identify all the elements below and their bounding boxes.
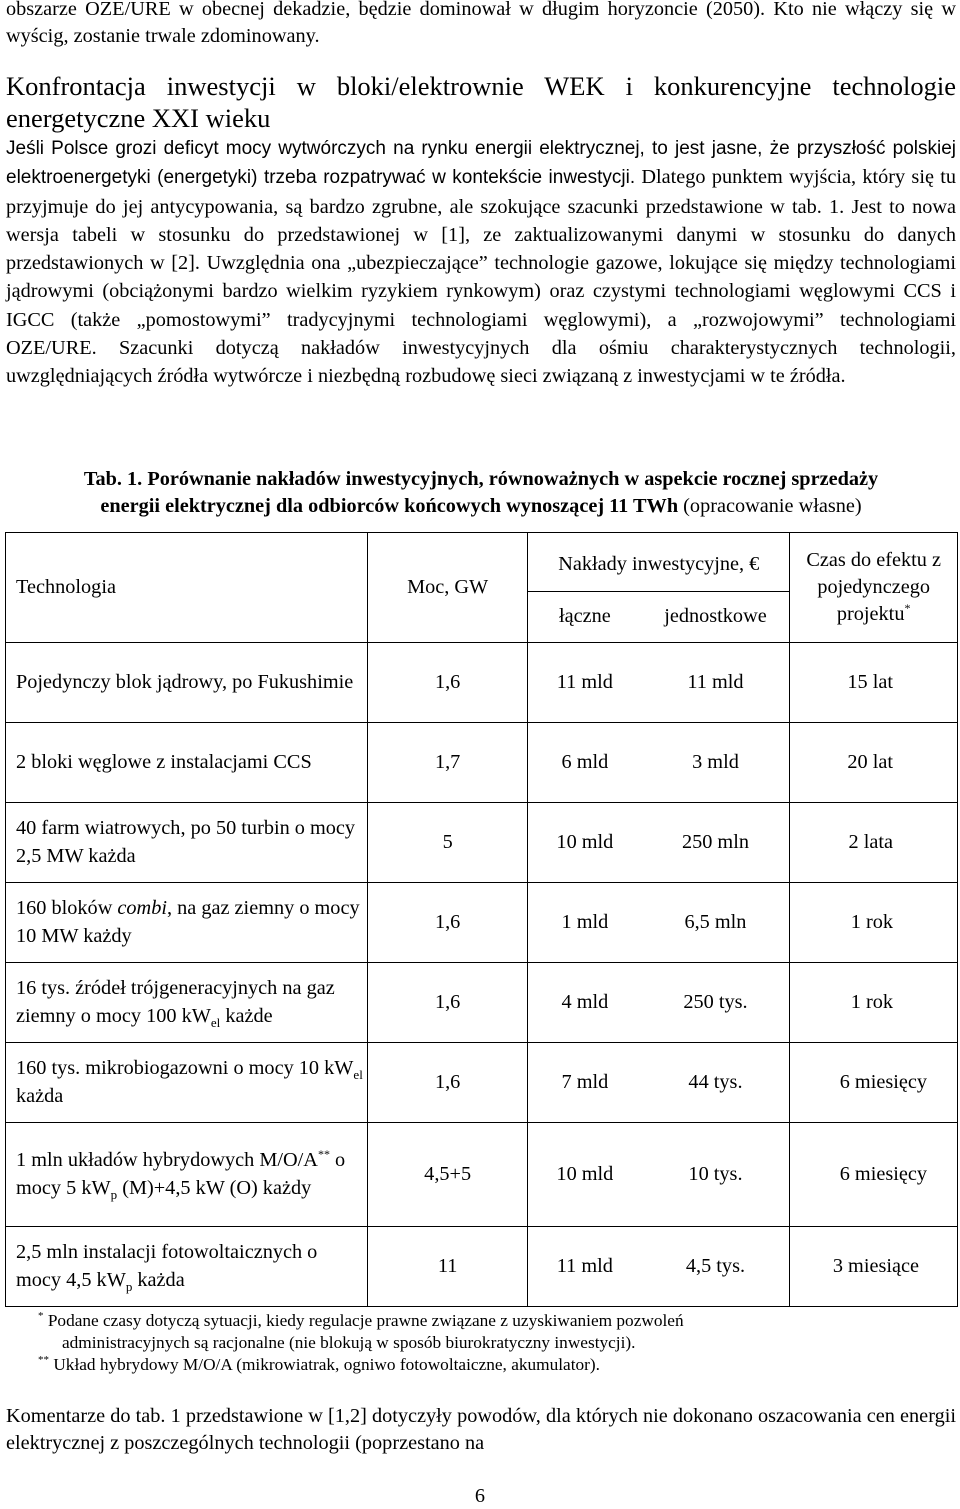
table-row bbox=[6, 803, 958, 883]
row-tech: 160 tys. mikrobiogazowni o mocy 10 $kW_{el}$ każda bbox=[6, 1043, 368, 1123]
row-tech: 16 tys. źródeł trójgeneracyjnych na gaz ziemny o mocy 100 $kW_{el}$ każde bbox=[6, 963, 368, 1043]
row-tech: 2,5 mln instalacji fotowoltaicznych o mocy 4,5 $kW_p$ każda bbox=[6, 1227, 368, 1307]
row-laczne: 10 mld bbox=[528, 1123, 642, 1227]
row-czas: 2 lata bbox=[790, 803, 958, 883]
row-czas: 20 lat bbox=[790, 723, 958, 803]
row-czas: 15 lat bbox=[790, 643, 958, 723]
row-moc: 1,6 bbox=[368, 643, 528, 723]
row-laczne: 7 mld bbox=[528, 1043, 642, 1123]
row-moc: 1,7 bbox=[368, 723, 528, 803]
section-paragraph-rest: Dlatego punktem wyjścia, który się tu przyjmuje do jej antycypowania, są bardzo zgrubne, ale szokujące szacunki przedstawione w tab. 1. Jest to nowa wersja tabeli w stosunku do przedstawionej w [1], ze zaktualizowanymi danymi w stosunku do danych przedstawionych w [2]. Uwzględnia ona „ubezpieczające” technologie gazowe, lokujące się między technologiami jądrowymi (obciążonymi bardzo wielkim ryzykiem rynkowym) oraz czystymi technologiami węglowymi CCS i IGCC (także „pomostowymi” tradycyjnymi technologiami węglowymi), a „rozwojowymi” technologiami OZE/URE. Szacunki dotyczą nakładów inwestycyjnych dla ośmiu charakterystycznych technologii, uwzględniających źródła wytwórcze i niezbędną rozbudowę sieci związaną z inwestycjami w te źródła. bbox=[6, 166, 956, 388]
footnote-1: * Podane czasy dotyczą sytuacji, kiedy regulacje prawne związane z uzyskiwaniem pozwoleń bbox=[38, 1310, 684, 1330]
closing-paragraph: Komentarze do tab. 1 przedstawione w [1,2] dotyczyły powodów, dla których nie dokonano oszacowania cen energii elektrycznej z poszczególnych technologii (poprzestano na bbox=[6, 1405, 956, 1455]
header-czas-label: Czas do efektu z pojedynczego projektu bbox=[806, 549, 941, 625]
row-jednostkowe: 3 mld bbox=[642, 723, 790, 803]
table-caption bbox=[6, 466, 956, 519]
row-moc: 1,6 bbox=[368, 1043, 528, 1123]
row-moc: 11 bbox=[368, 1227, 528, 1307]
header-technologia: Technologia bbox=[6, 533, 368, 643]
header-jednostkowe: jednostkowe bbox=[642, 592, 790, 643]
table-caption-title-1: Tab. 1. Porównanie nakładów inwestycyjnych, równoważnych w aspekcie rocznej sprzedaży bbox=[83, 468, 879, 490]
table-footnotes bbox=[38, 1310, 938, 1376]
footnote-1-mark: * bbox=[38, 1310, 44, 1323]
row-moc: 5 bbox=[368, 803, 528, 883]
table-header-row bbox=[6, 533, 958, 592]
row-laczne: 10 mld bbox=[528, 803, 642, 883]
table-row bbox=[6, 1123, 958, 1227]
footnote-2: ** Układ hybrydowy M/O/A (mikrowiatrak, ogniwo fotowoltaiczne, akumulator). bbox=[38, 1354, 600, 1374]
table-row bbox=[6, 883, 958, 963]
header-naklady: Nakłady inwestycyjne, € bbox=[528, 533, 790, 592]
row-jednostkowe: 250 tys. bbox=[642, 963, 790, 1043]
table-row bbox=[6, 643, 958, 723]
section-heading: Konfrontacja inwestycji w bloki/elektrownie WEK i konkurencyjne technologie energetyczne XXI wieku bbox=[6, 71, 956, 133]
row-jednostkowe: 250 mln bbox=[642, 803, 790, 883]
row-czas: 3 miesiące bbox=[790, 1227, 958, 1307]
header-czas-mark: * bbox=[904, 601, 911, 616]
table-caption-note: (opracowanie własne) bbox=[678, 494, 862, 517]
row-czas: 1 rok bbox=[790, 963, 958, 1043]
footnote-2-mark: ** bbox=[38, 1354, 49, 1367]
row-moc: 1,6 bbox=[368, 883, 528, 963]
row-czas: 6 miesięcy bbox=[790, 1043, 958, 1123]
header-laczne: łączne bbox=[528, 592, 642, 643]
row-laczne: 11 mld bbox=[528, 643, 642, 723]
row-laczne: 6 mld bbox=[528, 723, 642, 803]
section-paragraph bbox=[6, 134, 956, 391]
row-laczne: 4 mld bbox=[528, 963, 642, 1043]
row-laczne: 11 mld bbox=[528, 1227, 642, 1307]
row-jednostkowe: 6,5 mln bbox=[642, 883, 790, 963]
row-czas: 6 miesięcy bbox=[790, 1123, 958, 1227]
table-row bbox=[6, 1227, 958, 1307]
row-tech: 40 farm wiatrowych, po 50 turbin o mocy 2,5 MW każda bbox=[6, 803, 368, 883]
footnote-1-continued: administracyjnych są racjonalne (nie blokują w sposób biurokratyczny inwestycji). bbox=[62, 1333, 636, 1352]
row-jednostkowe: 4,5 tys. bbox=[642, 1227, 790, 1307]
investment-table bbox=[5, 532, 958, 1307]
row-jednostkowe: 10 tys. bbox=[642, 1123, 790, 1227]
row-tech: 2 bloki węglowe z instalacjami CCS bbox=[6, 723, 368, 803]
table-row bbox=[6, 1043, 958, 1123]
row-laczne: 1 mld bbox=[528, 883, 642, 963]
row-tech: 160 bloków combi, na gaz ziemny o mocy 10 MW każdy bbox=[6, 883, 368, 963]
section-paragraph-line1: Jeśli Polsce grozi deficyt mocy wytwórczych na rynku energii elektrycznej, to jest jasne, że przyszłość polskiej elektroenergetyki (energetyki) trzeba rozpatrywać w kontekście inwestycji. bbox=[6, 138, 956, 189]
row-jednostkowe: 11 mld bbox=[642, 643, 790, 723]
row-jednostkowe: 44 tys. bbox=[642, 1043, 790, 1123]
row-tech: Pojedynczy blok jądrowy, po Fukushimie bbox=[6, 643, 368, 723]
header-czas bbox=[790, 533, 958, 643]
row-czas: 1 rok bbox=[790, 883, 958, 963]
row-moc: 4,5+5 bbox=[368, 1123, 528, 1227]
table-row bbox=[6, 723, 958, 803]
table-caption-title-2: energii elektrycznej dla odbiorców końcowych wynoszącej 11 TWh bbox=[100, 494, 679, 517]
row-moc: 1,6 bbox=[368, 963, 528, 1043]
header-moc: Moc, GW bbox=[368, 533, 528, 643]
row-tech: 1 mln układów hybrydowych M/O/A** o mocy 5 $kW_p$ (M)+4,5 kW (O) każdy bbox=[6, 1123, 368, 1227]
table-row bbox=[6, 963, 958, 1043]
page-number: 6 bbox=[474, 1485, 486, 1507]
intro-paragraph: obszarze OZE/URE w obecnej dekadzie, będzie dominował w długim horyzoncie (2050). Kto nie włączy się w wyścig, zostanie trwale zdominowany. bbox=[6, 0, 956, 48]
